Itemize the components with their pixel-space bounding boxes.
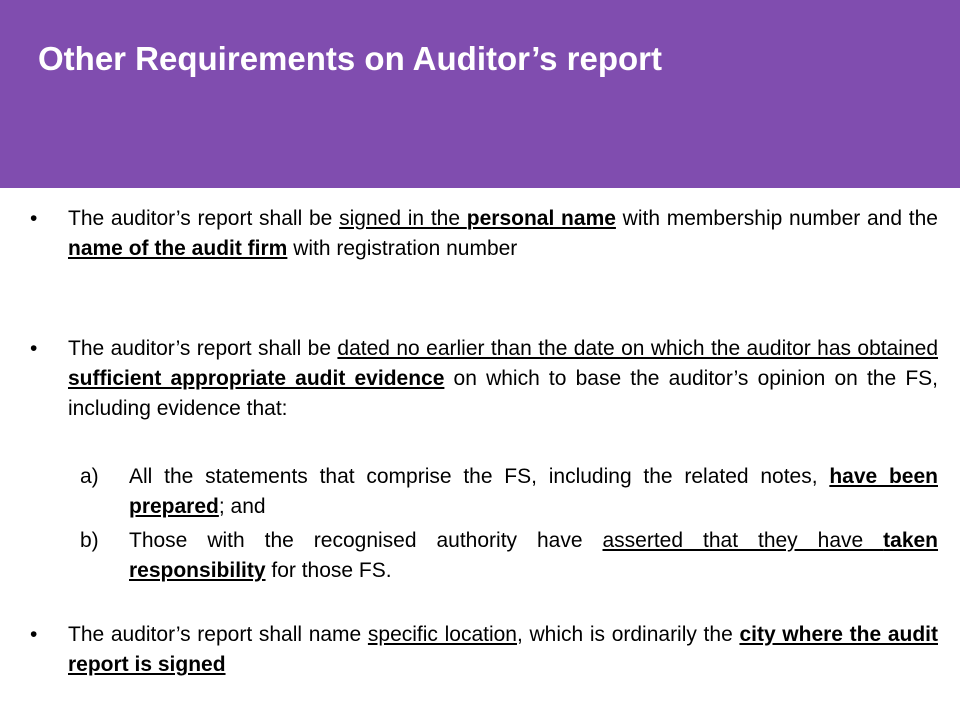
sub-item-text: All the statements that comprise the FS, including the related notes, [129, 465, 830, 488]
emphasis-text: have been prepared [129, 465, 938, 518]
bullet-marker: • [30, 337, 38, 360]
sub-item-marker: a) [80, 465, 99, 488]
emphasis-text: name of the audit firm [68, 237, 288, 260]
bullet-text: The auditor’s report shall be [68, 337, 338, 360]
bullet-text: , which is ordinarily the [516, 623, 740, 646]
sub-item-a [80, 462, 938, 522]
bullet-text: on which to base the auditor’s opinion on the FS, including evidence that: [68, 367, 938, 420]
bullet-text: with membership number and the [615, 207, 938, 230]
emphasis-text: sufficient appropriate audit evidence [68, 367, 445, 390]
bullet-marker: • [30, 623, 38, 646]
sub-item-text: for those FS. [265, 559, 392, 582]
bullet-text: The auditor’s report shall be [68, 207, 340, 230]
title-banner [0, 0, 960, 188]
emphasis-text: personal name [466, 207, 616, 230]
bullet-location [30, 620, 938, 680]
underlined-text: specific location [367, 623, 517, 646]
bullet-text: The auditor’s report shall name [68, 623, 368, 646]
sub-item-marker: b) [80, 529, 99, 552]
underlined-text: dated no earlier than the date on which the auditor has obtained [337, 337, 939, 360]
sub-item-text: Those with the recognised authority have [129, 529, 603, 552]
underlined-text: asserted that they have [602, 529, 884, 552]
bullet-marker: • [30, 207, 38, 230]
underlined-text: signed in the [339, 207, 467, 230]
emphasis-text: city where the audit report is signed [68, 623, 938, 676]
bullet-date [30, 334, 939, 424]
sub-item-text: ; and [218, 495, 266, 518]
sub-item-b [80, 526, 939, 586]
emphasis-text: taken responsibility [129, 529, 939, 582]
slide-title: Other Requirements on Auditor’s report [38, 40, 663, 77]
bullet-text: with registration number [287, 237, 518, 260]
bullet-signature [30, 204, 938, 264]
